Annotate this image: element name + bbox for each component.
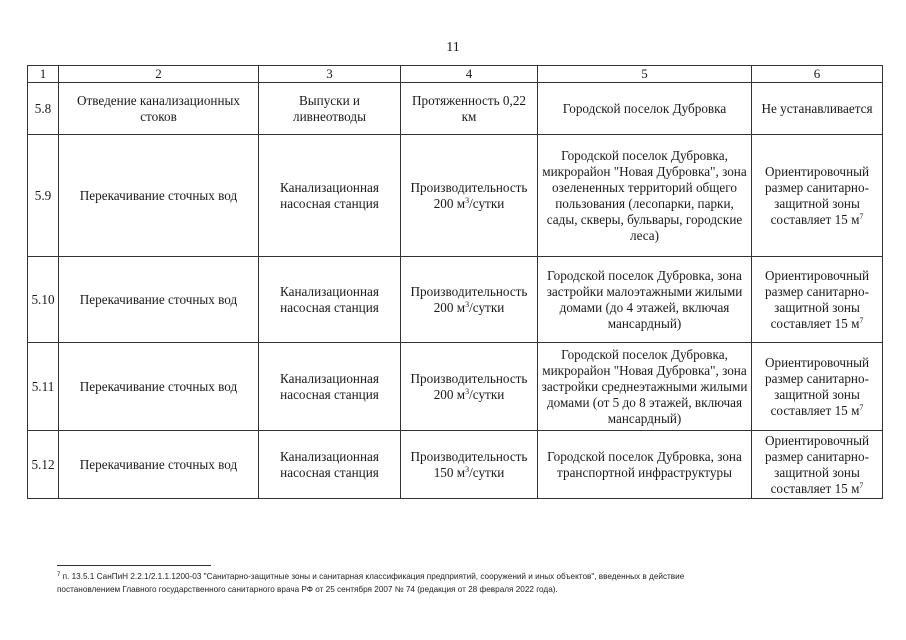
zone-size-cell — [752, 431, 883, 499]
zone-size-text: Ориентировочный размер санитарно-защитной зоны составляет 15 м — [764, 163, 870, 227]
footnote-text-2: постановлением Главного государственного санитарного врача РФ от 25 сентября 2007 № 74 (редакция от 28 февраля 2022 года). — [57, 585, 558, 594]
footnote-reference: 7 — [859, 211, 864, 221]
characteristic-text: Производительность 200 м — [410, 370, 528, 402]
characteristic-text: Производительность 200 м — [410, 179, 528, 211]
row-number: 5.9 — [28, 135, 59, 257]
column-header: 6 — [752, 66, 883, 83]
column-header: 3 — [259, 66, 401, 83]
column-header: 5 — [538, 66, 752, 83]
characteristic-text: Производительность 200 м — [410, 283, 528, 315]
footnote-text-1: п. 13.5.1 СанПиН 2.2.1/2.1.1.1200-03 "Санитарно-защитные зоны и санитарная классификация предприятий, сооружений и иных объектов", введенных в действие — [60, 572, 685, 581]
footnote-reference: 7 — [859, 315, 864, 325]
cubic-superscript: 3 — [465, 464, 470, 474]
zone-size-text: Не устанавливается — [761, 100, 873, 116]
characteristic-unit: /сутки — [469, 299, 505, 315]
purpose-cell: Перекачивание сточных вод — [59, 431, 259, 499]
table-header-row — [28, 66, 883, 83]
purpose-cell: Перекачивание сточных вод — [59, 343, 259, 431]
zone-size-text: Ориентировочный размер санитарно-защитной зоны составляет 15 м — [764, 267, 870, 331]
row-number: 5.11 — [28, 343, 59, 431]
cubic-superscript: 3 — [465, 386, 470, 396]
purpose-cell: Перекачивание сточных вод — [59, 135, 259, 257]
zone-size-cell — [752, 135, 883, 257]
table-row — [28, 257, 883, 343]
purpose-cell: Перекачивание сточных вод — [59, 257, 259, 343]
cubic-superscript: 3 — [465, 299, 470, 309]
object-cell: Канализационная насосная станция — [259, 431, 401, 499]
zone-size-text: Ориентировочный размер санитарно-защитной зоны составляет 15 м — [764, 432, 870, 496]
object-cell: Канализационная насосная станция — [259, 257, 401, 343]
object-cell: Выпуски и ливнеотводы — [259, 83, 401, 135]
location-cell: Городской поселок Дубровка, зона застройки малоэтажными жилыми домами (до 4 этажей, включая мансардный) — [538, 257, 752, 343]
row-number: 5.12 — [28, 431, 59, 499]
object-cell: Канализационная насосная станция — [259, 343, 401, 431]
location-cell: Городской поселок Дубровка, микрорайон "Новая Дубровка", зона застройки среднеэтажными жилыми домами (от 5 до 8 этажей, включая мансардный) — [538, 343, 752, 431]
row-number: 5.8 — [28, 83, 59, 135]
characteristic-cell — [401, 343, 538, 431]
footnote-mark: 7 — [57, 572, 61, 578]
zone-size-cell — [752, 83, 883, 135]
footnote-divider — [57, 565, 211, 566]
purpose-cell: Отведение канализационных стоков — [59, 83, 259, 135]
sanitary-zones-table — [27, 65, 883, 499]
characteristic-text: Производительность 150 м — [410, 448, 528, 480]
column-header: 1 — [28, 66, 59, 83]
footnote-reference: 7 — [859, 402, 864, 412]
table-row — [28, 83, 883, 135]
table-row — [28, 135, 883, 257]
location-cell: Городской поселок Дубровка, зона транспортной инфраструктуры — [538, 431, 752, 499]
footnote-reference: 7 — [859, 480, 864, 490]
zone-size-cell — [752, 257, 883, 343]
location-cell: Городской поселок Дубровка, микрорайон "Новая Дубровка", зона озелененных территорий общего пользования (лесопарки, парки, сады, скверы, бульвары, городские леса) — [538, 135, 752, 257]
table-row — [28, 431, 883, 499]
zone-size-text: Ориентировочный размер санитарно-защитной зоны составляет 15 м — [764, 354, 870, 418]
page-number: 11 — [446, 40, 460, 55]
zone-size-cell — [752, 343, 883, 431]
characteristic-unit: /сутки — [469, 386, 505, 402]
footnote — [57, 570, 857, 596]
footnote-line-1 — [57, 570, 857, 583]
cubic-superscript: 3 — [465, 195, 470, 205]
characteristic-cell — [401, 135, 538, 257]
characteristic-unit: /сутки — [469, 464, 505, 480]
characteristic-text: Протяженность 0,22 км — [411, 92, 527, 124]
characteristic-cell — [401, 83, 538, 135]
object-cell: Канализационная насосная станция — [259, 135, 401, 257]
characteristic-cell — [401, 431, 538, 499]
row-number: 5.10 — [28, 257, 59, 343]
column-header: 2 — [59, 66, 259, 83]
characteristic-unit: /сутки — [469, 195, 505, 211]
characteristic-cell — [401, 257, 538, 343]
location-cell: Городской поселок Дубровка — [538, 83, 752, 135]
table-row — [28, 343, 883, 431]
column-header: 4 — [401, 66, 538, 83]
